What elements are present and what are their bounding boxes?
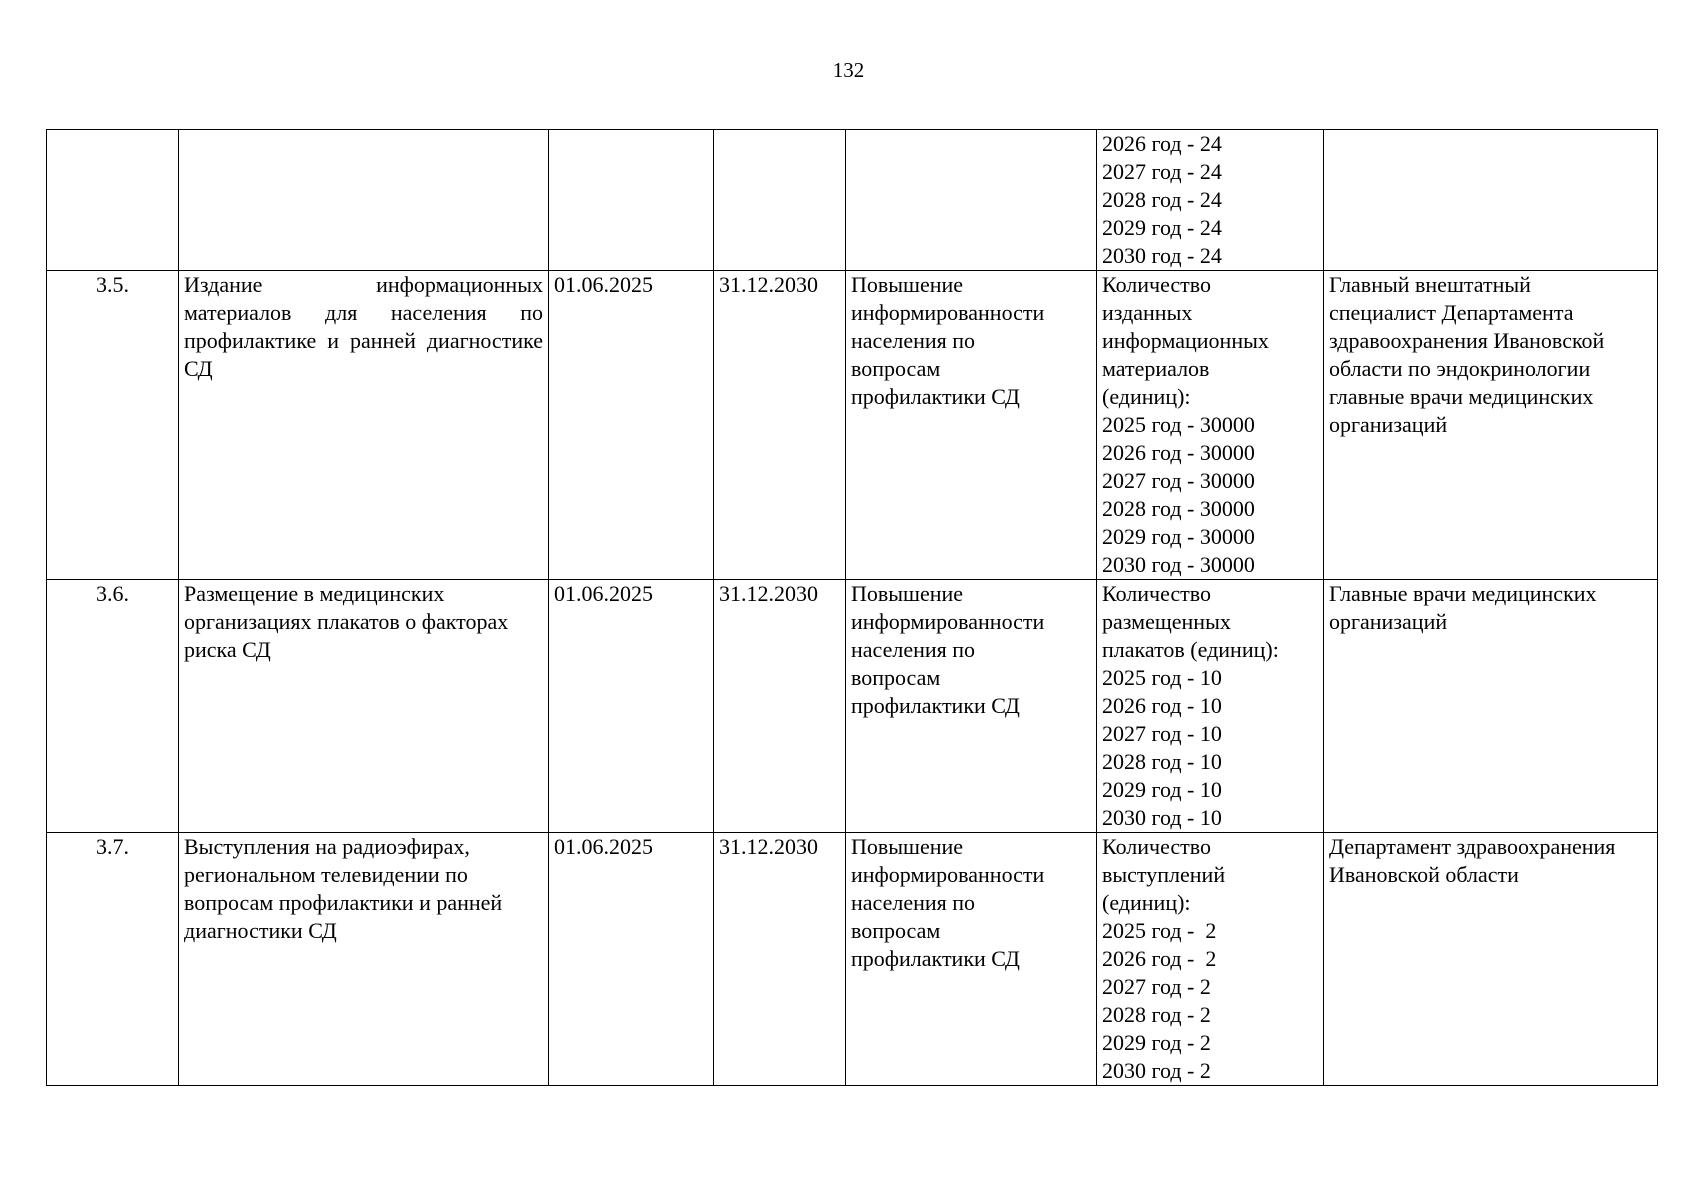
- indicator-line: 2026 год - 30000: [1102, 440, 1255, 465]
- end-date-cell: 31.12.2030: [714, 271, 846, 580]
- indicator-line: 2029 год - 30000: [1102, 524, 1255, 549]
- table-row: [47, 833, 1658, 1086]
- indicator-line: 2030 год - 30000: [1102, 552, 1255, 577]
- indicator-line: 2028 год - 2: [1102, 1002, 1211, 1027]
- indicator-line: (единиц):: [1102, 890, 1191, 915]
- indicator-line: 2025 год - 10: [1102, 665, 1222, 690]
- measures-table: [46, 129, 1658, 1086]
- indicator-line: 2028 год - 10: [1102, 749, 1222, 774]
- indicator-line: 2027 год - 10: [1102, 721, 1222, 746]
- measure-title-cell: Выступления на радиоэфирах, региональном телевидении по вопросам профилактики и ранней диагностики СД: [179, 833, 549, 1086]
- result-line: Повышение: [851, 581, 964, 606]
- result-line: вопросам: [851, 918, 941, 943]
- result-line: информированности: [851, 300, 1045, 325]
- table-row: [47, 271, 1658, 580]
- result-line: населения по: [851, 328, 976, 353]
- result-line: профилактики СД: [851, 384, 1020, 409]
- indicator-line: размещенных: [1102, 609, 1231, 634]
- responsible-cell: [1324, 271, 1658, 580]
- responsible-line: специалист Департамента: [1329, 300, 1574, 325]
- indicator-line: 2025 год - 2: [1102, 918, 1217, 943]
- indicator-line: 2027 год - 2: [1102, 974, 1211, 999]
- table-row: [47, 130, 1658, 271]
- indicator-line: 2029 год - 2: [1102, 1030, 1211, 1055]
- indicator-line: 2030 год - 24: [1102, 243, 1222, 268]
- result-line: профилактики СД: [851, 693, 1020, 718]
- responsible-line: главные врачи медицинских: [1329, 384, 1594, 409]
- row-number-cell: 3.6.: [47, 580, 179, 833]
- start-date-cell: 01.06.2025: [549, 580, 714, 833]
- start-date-cell: 01.06.2025: [549, 271, 714, 580]
- measure-title-cell: Размещение в медицинских организациях плакатов о факторах риска СД: [179, 580, 549, 833]
- responsible-cell: [1324, 833, 1658, 1086]
- indicator-line: 2030 год - 10: [1102, 805, 1222, 830]
- responsible-line: Главные врачи медицинских: [1329, 581, 1597, 606]
- row-number-cell: 3.5.: [47, 271, 179, 580]
- measure-title-cell: [179, 130, 549, 271]
- end-date-cell: 31.12.2030: [714, 833, 846, 1086]
- row-number-cell: 3.7.: [47, 833, 179, 1086]
- responsible-line: организаций: [1329, 412, 1448, 437]
- result-line: Повышение: [851, 834, 964, 859]
- indicator-line: информационных: [1102, 328, 1269, 353]
- responsible-cell: [1324, 130, 1658, 271]
- result-line: Повышение: [851, 272, 964, 297]
- indicator-cell: [1097, 271, 1324, 580]
- indicator-line: Количество: [1102, 581, 1212, 606]
- indicator-line: материалов: [1102, 356, 1210, 381]
- indicator-line: 2027 год - 24: [1102, 159, 1222, 184]
- result-cell: [846, 271, 1097, 580]
- result-line: населения по: [851, 637, 976, 662]
- responsible-line: Департамент здравоохранения: [1329, 834, 1616, 859]
- responsible-line: области по эндокринологии: [1329, 356, 1591, 381]
- result-line: информированности: [851, 862, 1045, 887]
- indicator-line: (единиц):: [1102, 384, 1191, 409]
- indicator-line: Количество: [1102, 272, 1212, 297]
- indicator-line: 2025 год - 30000: [1102, 412, 1255, 437]
- indicator-line: 2029 год - 24: [1102, 215, 1222, 240]
- responsible-line: здравоохранения Ивановской: [1329, 328, 1605, 353]
- indicator-line: 2030 год - 2: [1102, 1058, 1211, 1083]
- responsible-line: организаций: [1329, 609, 1448, 634]
- indicator-line: 2026 год - 2: [1102, 946, 1217, 971]
- indicator-line: изданных: [1102, 300, 1193, 325]
- indicator-cell: [1097, 580, 1324, 833]
- page-number: 132: [832, 58, 865, 82]
- end-date-cell: 31.12.2030: [714, 580, 846, 833]
- indicator-line: 2029 год - 10: [1102, 777, 1222, 802]
- indicator-line: 2027 год - 30000: [1102, 468, 1255, 493]
- result-cell: [846, 130, 1097, 271]
- result-line: информированности: [851, 609, 1045, 634]
- result-line: населения по: [851, 890, 976, 915]
- indicator-line: выступлений: [1102, 862, 1226, 887]
- start-date-cell: [549, 130, 714, 271]
- measure-title-cell: Издание информационных материалов для населения по профилактике и ранней диагностике СД: [179, 271, 549, 580]
- result-line: вопросам: [851, 665, 941, 690]
- indicator-line: 2028 год - 24: [1102, 187, 1222, 212]
- row-number-cell: [47, 130, 179, 271]
- end-date-cell: [714, 130, 846, 271]
- result-cell: [846, 833, 1097, 1086]
- indicator-line: Количество: [1102, 834, 1212, 859]
- start-date-cell: 01.06.2025: [549, 833, 714, 1086]
- responsible-line: Ивановской области: [1329, 862, 1519, 887]
- result-line: вопросам: [851, 356, 941, 381]
- indicator-line: 2026 год - 10: [1102, 693, 1222, 718]
- indicator-line: 2028 год - 30000: [1102, 496, 1255, 521]
- result-cell: [846, 580, 1097, 833]
- responsible-cell: [1324, 580, 1658, 833]
- indicator-line: 2026 год - 24: [1102, 131, 1222, 156]
- table-row: [47, 580, 1658, 833]
- indicator-cell: [1097, 833, 1324, 1086]
- indicator-cell: [1097, 130, 1324, 271]
- indicator-line: плакатов (единиц):: [1102, 637, 1279, 662]
- result-line: профилактики СД: [851, 946, 1020, 971]
- responsible-line: Главный внештатный: [1329, 272, 1531, 297]
